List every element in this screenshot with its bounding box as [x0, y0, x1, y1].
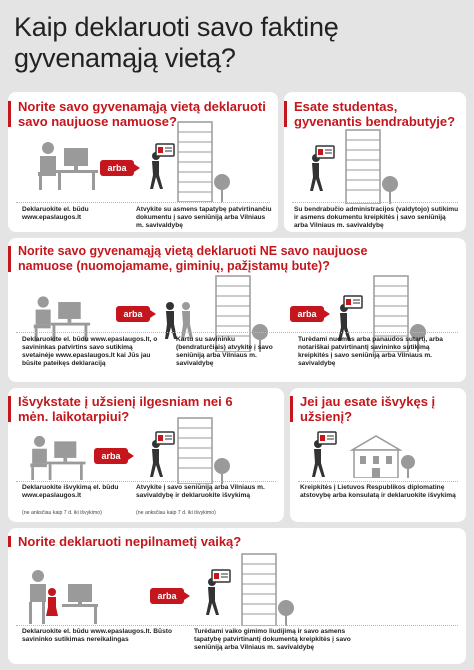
question-not-own-home: Norite savo gyvenamąją vietą deklaruoti NE savo naujuose namuose (nuomojamame, giminių, pažįstamų bute)? — [18, 244, 398, 274]
computer-desk-icon — [30, 294, 92, 342]
arba-badge: arba — [290, 306, 324, 322]
person-with-id-icon — [298, 144, 338, 192]
caption-dorm-admin: Su bendrabučio administracijos (valdytojo) sutikimu ir asmens dokumentu kreipkitės į savo seniūniją arba Vilniaus m. savivaldybę — [294, 206, 459, 229]
building-icon — [174, 414, 234, 484]
arba-badge: arba — [100, 160, 134, 176]
note-departure-office: (ne anksčiau kaip 7 d. iki išvykimo) — [136, 510, 216, 516]
arba-badge: arba — [94, 448, 128, 464]
person-with-id-icon — [138, 142, 178, 190]
person-with-id-icon — [326, 294, 366, 342]
building-icon — [342, 126, 402, 204]
page-title: Kaip deklaruoti savo faktinę gyvenamąją vietą? — [14, 12, 339, 73]
card-minor-child — [8, 528, 466, 664]
caption-online-owner-consent: Deklaruokite el. būdu www.epaslaugos.lt, o savininkas patvirtins savo sutikimą svetainėje www.epaslaugos.lt kai Jūs jau būsite pateikęs deklaraciją — [22, 336, 158, 367]
parent-child-computer-icon — [24, 568, 100, 624]
caption-with-owner: Kartu su savininku (bendraturčiais) atvykite į savo seniūniją arba Vilniaus m. savivaldybę — [176, 336, 273, 367]
caption-online-departure: Deklaruokite išvykimą el. būdu www.epaslaugos.lt — [22, 484, 119, 499]
card-student-dorm — [284, 92, 466, 232]
person-with-id-icon — [300, 430, 340, 478]
embassy-building-icon — [348, 434, 418, 478]
question-already-abroad: Jei jau esate išvykęs į užsienį? — [300, 394, 450, 424]
person-with-id-icon — [194, 568, 234, 616]
question-minor-child: Norite deklaruoti nepilnametį vaiką? — [18, 534, 458, 549]
arba-badge: arba — [150, 588, 184, 604]
card-not-own-home — [8, 238, 466, 382]
card-new-home — [8, 92, 278, 232]
question-new-home: Norite savo gyvenamąją vietą deklaruoti savo naujuose namuose? — [18, 99, 270, 129]
computer-desk-icon — [34, 140, 100, 190]
caption-online-child: Deklaruokite el. būdu www.epaslaugos.lt. Būsto savininko sutikimas nereikalingas — [22, 628, 172, 643]
caption-visit-office: Atvykite su asmens tapatybę patvirtinančiu dokumentu į savo seniūniją arba Vilniaus m. savivaldybę — [136, 206, 272, 229]
caption-birth-certificate: Turėdami vaiko gimimo liudijimą ir savo asmens tapatybę patvirtinantį dokumentą kreipkitės į savo seniūniją arba Vilniaus m. savivaldybę — [194, 628, 351, 651]
two-people-icon — [158, 300, 198, 340]
question-student-dorm: Esate studentas, gyvenantis bendrabutyje? — [294, 99, 458, 129]
arba-badge: arba — [116, 306, 150, 322]
card-going-abroad — [8, 388, 284, 522]
caption-rental-agreement: Turėdami nuomos arba panaudos sutartį, arba notariškai patvirtinantį savininko sutikimą kreipkitės į savo seniūniją arba Vilniaus m. savivaldybę — [298, 336, 443, 367]
building-icon — [174, 118, 234, 202]
caption-embassy: Kreipkitės į Lietuvos Respublikos diplomatinę atstovybę arba konsulatą ir deklaruokite išvykimą — [300, 484, 456, 499]
note-departure-online: (ne anksčiau kaip 7 d. iki išvykimo) — [22, 510, 102, 516]
question-going-abroad: Išvykstate į užsienį ilgesniam nei 6 mėn. laikotarpiui? — [18, 394, 238, 424]
caption-office-departure: Atvykite į savo seniūniją arba Vilniaus m. savivaldybę ir deklaruokite išvykimą — [136, 484, 265, 499]
card-already-abroad — [290, 388, 466, 522]
computer-desk-icon — [26, 434, 88, 480]
person-with-id-icon — [138, 430, 178, 478]
caption-online-declaration: Deklaruokite el. būdu www.epaslaugos.lt — [22, 206, 89, 221]
building-icon — [238, 550, 298, 626]
